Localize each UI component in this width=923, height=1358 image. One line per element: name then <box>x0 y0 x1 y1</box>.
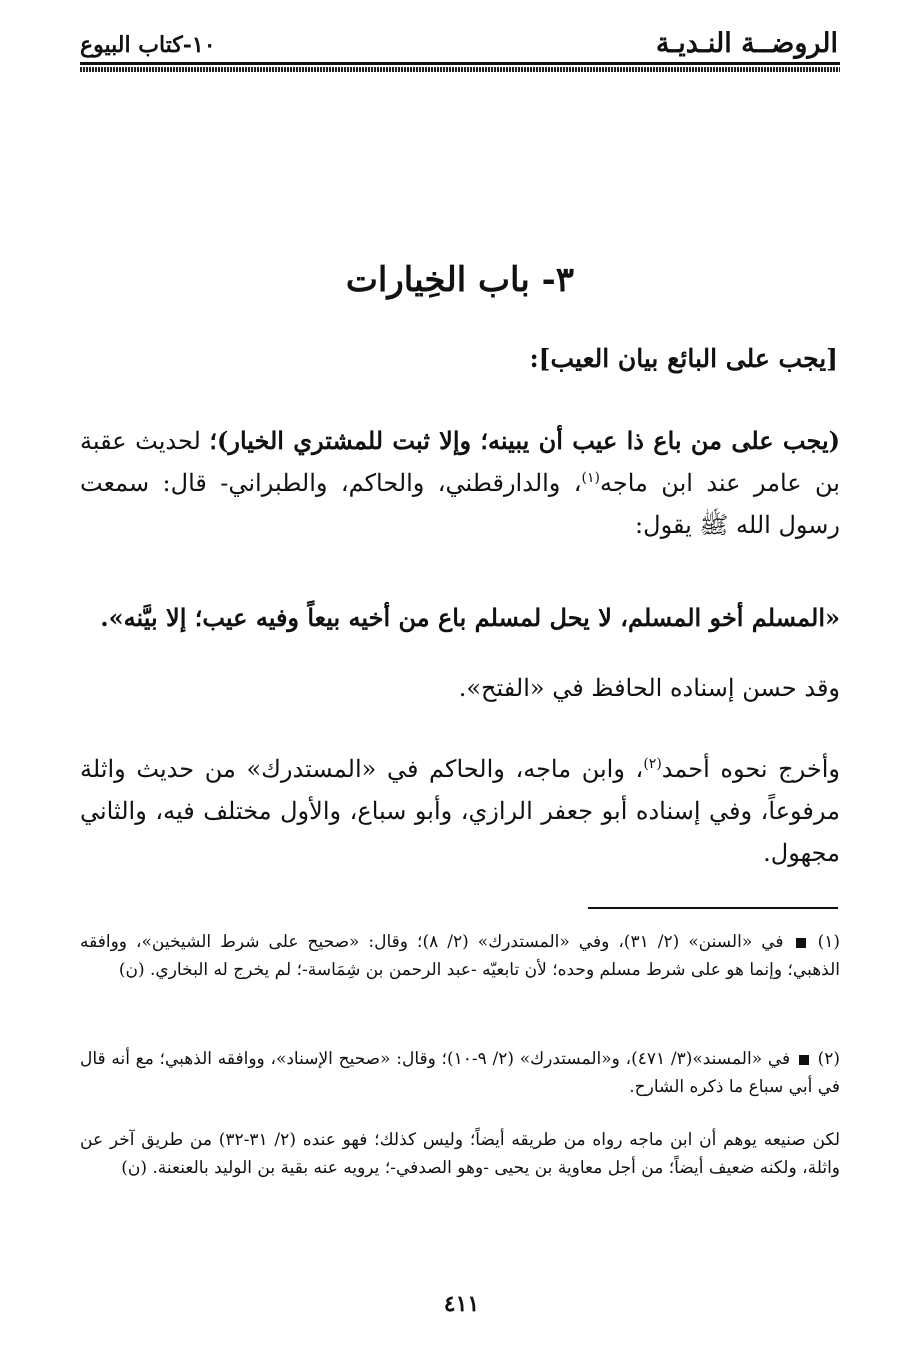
footnote-2-continuation: لكن صنيعه يوهم أن ابن ماجه رواه من طريقه أيضاً؛ وليس كذلك؛ فهو عنده (٢/ ٣١-٣٢) من طريق آخر عن واثلة، ولكنه ضعيف أيضاً؛ من أجل معاوية بن يحيى -وهو الصدفي-؛ يرويه عنه بقية بن الوليد بالعنعنة. (ن) <box>80 1130 841 1178</box>
paragraph-3: وقد حسن إسناده الحافظ في «الفتح». <box>458 674 840 702</box>
chapter-title: ٣- باب الخِيارات <box>345 260 575 300</box>
footnote-2-number: (٢) <box>817 1049 841 1069</box>
footnote-marker-2: (٢) <box>643 756 662 772</box>
running-head-chapter: ١٠-كتاب البيوع <box>80 32 216 58</box>
footnote-1 <box>80 928 840 984</box>
footnote-2 <box>80 1045 840 1101</box>
section-heading: [يجب على البائع بيان العيب]: <box>529 344 838 373</box>
square-marker-icon <box>796 938 806 948</box>
paragraph-4 <box>80 748 840 874</box>
paragraph-1-text-b: ، والدارقطني، والحاكم، والطبراني- قال: سمعت رسول الله ﷺ يقول: <box>80 469 840 539</box>
page-number: ٤١١ <box>443 1291 480 1317</box>
header-rule <box>80 62 840 65</box>
paragraph-4-text-b: ، وابن ماجه، والحاكم في «المستدرك» من حديث واثلة مرفوعاً، وفي إسناده أبو جعفر الرازي، وأبو سباع، والأول مختلف فيه، والثاني مجهول. <box>80 755 840 867</box>
ruling-text: (يجب على من باع ذا عيب أن يبينه؛ وإلا ثبت للمشتري الخيار)؛ <box>209 426 840 455</box>
paragraph-1-text-a: لحديث عقبة بن عامر عند ابن ماجه <box>80 427 840 497</box>
footnote-1-number: (١) <box>817 932 841 952</box>
running-head-book-title: الروضــة النـديـة <box>655 28 838 59</box>
footnote-2-text: في «المسند»(٣/ ٤٧١)، و«المستدرك» (٢/ ٩-١٠)؛ وقال: «صحيح الإسناد»، ووافقه الذهبي؛ مع أنه قال في أبي سباع ما ذكره الشارح. <box>80 1049 840 1097</box>
paragraph-1 <box>80 420 840 546</box>
footnote-separator <box>588 907 838 909</box>
hadith-quote: «المسلم أخو المسلم، لا يحل لمسلم باع من أخيه بيعاً وفيه عيب؛ إلا بيَّنه». <box>100 603 840 632</box>
paragraph-4-text-a: وأخرج نحوه أحمد <box>661 755 841 783</box>
footnote-marker-1: (١) <box>581 470 601 486</box>
footnote-1-text: في «السنن» (٢/ ٣١)، وفي «المستدرك» (٢/ ٨)؛ وقال: «صحيح على شرط الشيخين»، ووافقه الذهبي؛ وإنما هو على شرط مسلم وحده؛ لأن تابعيّه -عبد الرحمن بن شِمَاسة-؛ لم يخرج له البخاري. (ن) <box>80 932 840 980</box>
header-rule-hatched <box>80 67 840 72</box>
square-marker-icon <box>799 1055 809 1065</box>
